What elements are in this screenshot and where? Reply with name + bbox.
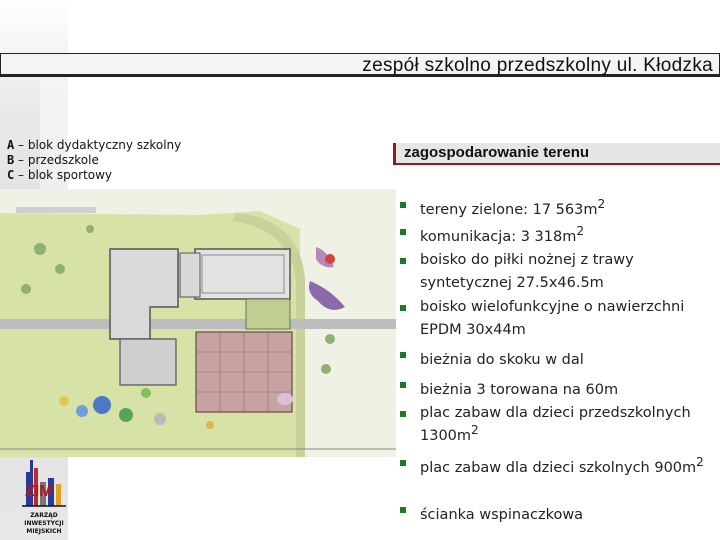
list-item (398, 454, 720, 477)
legend-label: – blok sportowy (14, 168, 113, 182)
legend-item-b (7, 153, 181, 168)
bullet-marker (400, 258, 406, 264)
legend-item-c (7, 168, 181, 183)
logo-line: ZARZĄD (30, 512, 58, 519)
list-item-text: bieżnia do skoku w dal (420, 351, 584, 368)
list-item-text: komunikacja: 3 318m (420, 228, 577, 245)
bullet-marker (400, 305, 406, 311)
bullet-marker (400, 411, 406, 417)
list-item-text: boisko do piłki nożnej z trawy syntetycznej 27.5x46.5m (420, 252, 634, 291)
bullet-marker (400, 460, 406, 466)
list-item (398, 196, 720, 219)
list-item (398, 252, 720, 292)
bullet-marker (400, 202, 406, 208)
legend-key: C (7, 168, 15, 182)
bullet-marker (400, 352, 406, 358)
section-header (393, 143, 720, 165)
legend-label: – przedszkole (14, 153, 99, 167)
building-legend (7, 138, 181, 183)
logo-letters: ZIM (25, 483, 53, 500)
legend-key: A (7, 138, 15, 152)
list-item-text: boisko wielofunkcyjne o nawierzchni EPDM 30x44m (420, 299, 685, 338)
city-skyline-icon (16, 456, 72, 512)
legend-label: – blok dydaktyczny szkolny (14, 138, 182, 152)
title-bar (0, 53, 720, 77)
legend-item-a (7, 138, 181, 153)
legend-key: B (7, 153, 15, 167)
list-item (398, 501, 720, 524)
page-title: zespół szkolno przedszkolny ul. Kłodzka (362, 55, 713, 76)
logo-line: MIEJSKICH (26, 528, 62, 535)
list-item (398, 346, 720, 369)
list-item (398, 223, 720, 246)
list-item-text: bieżnia 3 torowana na 60m (420, 381, 619, 398)
superscript: 2 (471, 423, 479, 437)
list-item-text: tereny zielone: 17 563m (420, 201, 598, 218)
superscript: 2 (576, 224, 585, 238)
list-item-text: ścianka wspinaczkowa (420, 506, 584, 523)
bullet-marker (400, 382, 406, 388)
section-title: zagospodarowanie terenu (404, 144, 590, 161)
zim-logo (16, 456, 72, 540)
bullet-marker (400, 507, 406, 513)
site-plan-image (0, 189, 396, 457)
list-item-text: plac zabaw dla dzieci przedszkolnych 1300m (420, 405, 691, 444)
superscript: 2 (696, 455, 704, 469)
logo-line: INWESTYCJI (24, 520, 64, 527)
list-item (398, 405, 720, 445)
bullet-marker (400, 229, 406, 235)
superscript: 2 (597, 197, 606, 211)
list-item (398, 376, 720, 399)
list-item (398, 299, 720, 339)
list-item-text: plac zabaw dla dzieci szkolnych 900m (420, 459, 697, 476)
